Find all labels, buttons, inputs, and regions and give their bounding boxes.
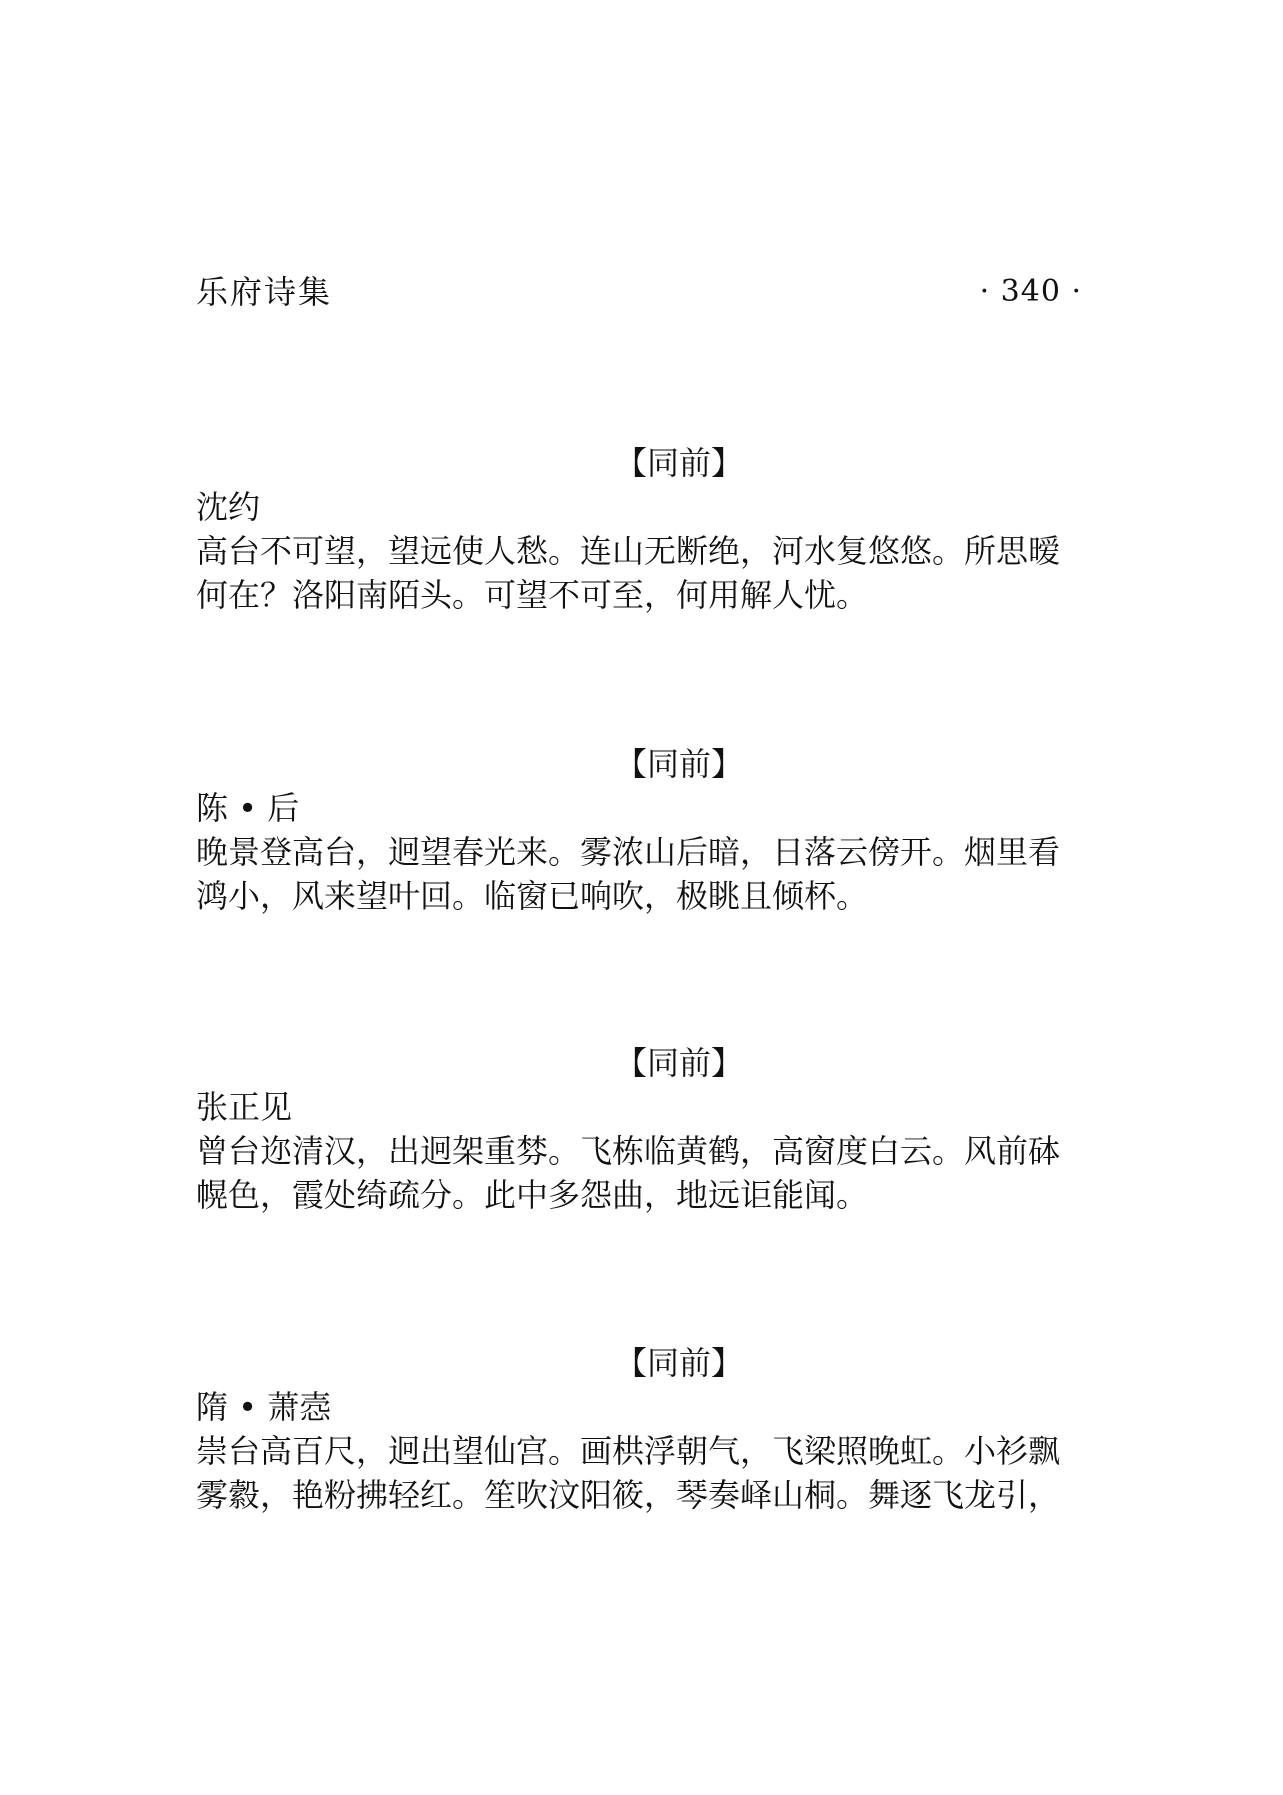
poem-title: 【同前】 <box>614 1044 743 1082</box>
poem-line: 晚景登高台，迥望春光来。雾浓山后暗，日落云傍开。烟里看 <box>196 833 1061 871</box>
poem-title: 【同前】 <box>614 1344 743 1382</box>
poem-line: 曾台迩清汉，出迥架重棼。飞栋临黄鹤，高窗度白云。风前砵 <box>196 1132 1061 1170</box>
poem-line: 崇台高百尺，迥出望仙宫。画栱浮朝气，飞梁照晚虹。小衫飘 <box>196 1432 1061 1470</box>
poem-text <box>196 1429 1088 1517</box>
book-title: 乐府诗集 <box>196 273 333 311</box>
poem-block <box>196 1341 1088 1517</box>
poem-author: 隋 • 萧悫 <box>196 1388 332 1426</box>
page-header <box>196 268 1082 316</box>
poem-block <box>196 742 1088 918</box>
poem-title: 【同前】 <box>614 444 743 482</box>
poem-text <box>196 830 1088 918</box>
poem-author: 陈 • 后 <box>196 789 300 827</box>
poem-author: 沈约 <box>196 488 261 526</box>
poem-line: 幌色，霞处绮疏分。此中多怨曲，地远讵能闻。 <box>196 1176 869 1214</box>
poem-line: 何在？洛阳南陌头。可望不可至，何用解人忧。 <box>196 576 869 614</box>
poem-line: 鸿小，风来望叶回。临窗已响吹，极眺且倾杯。 <box>196 877 869 915</box>
poem-line: 高台不可望，望远使人愁。连山无断绝，河水复悠悠。所思暧 <box>196 532 1061 570</box>
poem-line: 雾縠，艳粉拂轻红。笙吹汶阳筱，琴奏峄山桐。舞逐飞龙引， <box>196 1476 1061 1514</box>
page-number: · 340 · <box>979 274 1082 309</box>
poem-block <box>196 441 1088 617</box>
poem-text <box>196 1129 1088 1217</box>
poem-title: 【同前】 <box>614 745 743 783</box>
poem-author: 张正见 <box>196 1088 293 1126</box>
poem-text <box>196 529 1088 617</box>
poem-block <box>196 1041 1088 1217</box>
